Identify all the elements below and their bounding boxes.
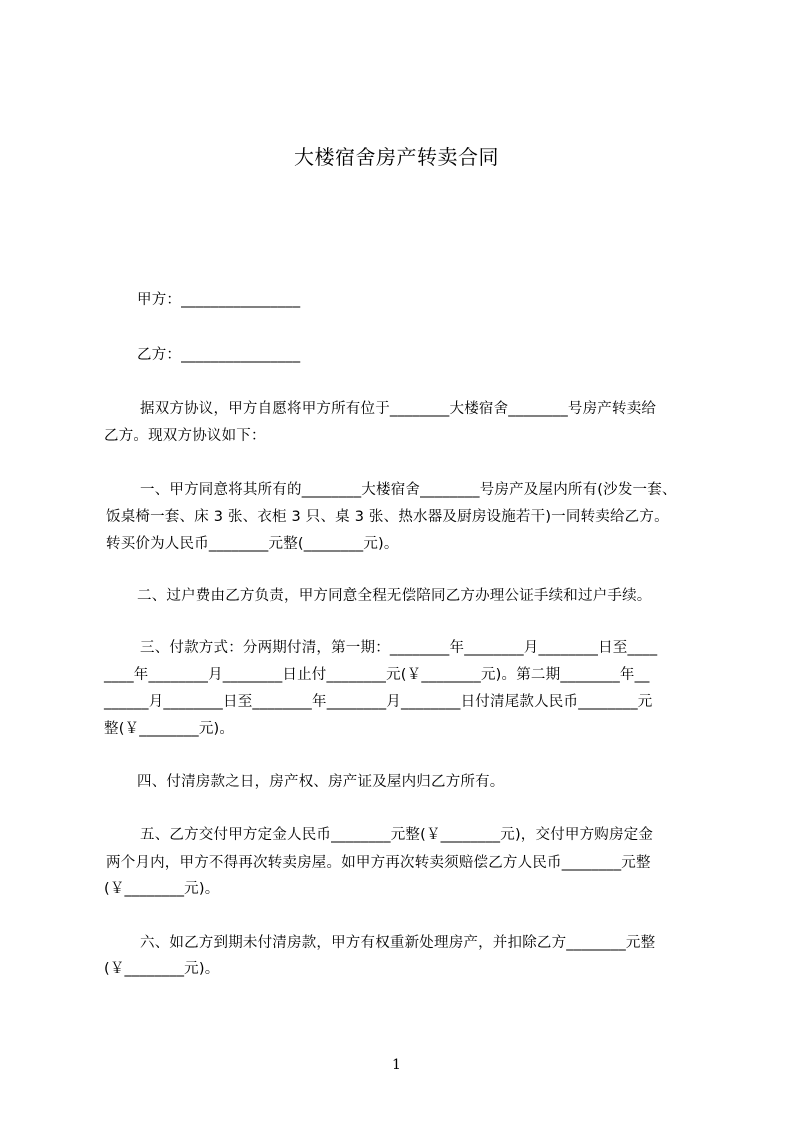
- clause-1-line-1: 一、甲方同意将其所有的________大楼宿舍________号房产及屋内所有(沙发一套、: [140, 482, 677, 498]
- clause-1-line-2: 饭桌椅一套、床 3 张、衣柜 3 只、桌 3 张、热水器及厨房设施若干)一同转卖给乙方。: [106, 509, 669, 525]
- party-b-line: 乙方：________________: [137, 347, 301, 363]
- clause-5-line-3: (￥________元)。: [104, 881, 220, 897]
- clause-3-line-3: ______月________日至________年________月________日付清尾款人民币________元: [104, 694, 653, 710]
- party-a-line: 甲方：________________: [137, 292, 301, 308]
- clause-5-line-1: 五、乙方交付甲方定金人民币________元整(￥________元)，交付甲方购房定金: [140, 827, 654, 843]
- page-number: 1: [392, 1057, 401, 1073]
- clause-5-line-2: 两个月内，甲方不得再次转卖房屋。如甲方再次转卖须赔偿乙方人民币________元整: [106, 855, 651, 871]
- clause-6-line-1: 六、如乙方到期未付清房款，甲方有权重新处理房产，并扣除乙方________元整: [140, 935, 656, 951]
- clause-3-line-2: ____年________月________日止付________元(￥________元)。第二期________年__: [104, 667, 650, 683]
- clause-3-line-4: 整(￥________元)。: [104, 721, 235, 737]
- clause-2-line-1: 二、过户费由乙方负责，甲方同意全程无偿陪同乙方办理公证手续和过户手续。: [137, 588, 652, 604]
- document-title: 大楼宿舍房产转卖合同: [294, 145, 499, 169]
- clause-1-line-3: 转买价为人民币________元整(________元)。: [106, 536, 399, 552]
- clause-4-line-1: 四、付清房款之日，房产权、房产证及屋内归乙方所有。: [137, 774, 505, 790]
- preamble-line-1: 据双方协议，甲方自愿将甲方所有位于________大楼宿舍________号房产转卖给: [140, 401, 657, 417]
- preamble-line-2: 乙方。现双方协议如下：: [104, 428, 266, 444]
- clause-6-line-2: (￥________元)。: [104, 961, 220, 977]
- clause-3-line-1: 三、付款方式：分两期付清，第一期：________年________月________日至____: [140, 640, 658, 656]
